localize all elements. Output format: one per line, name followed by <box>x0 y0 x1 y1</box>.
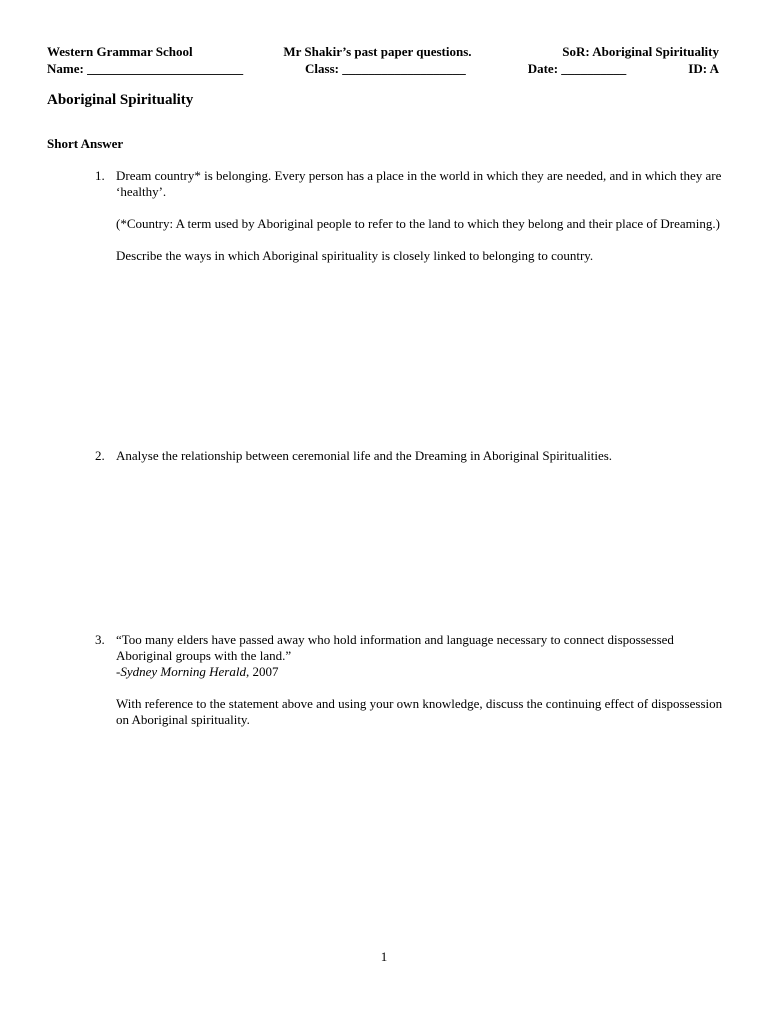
question-footnote: (*Country: A term used by Aboriginal people to refer to the land to which they belong and their place of Dreaming.) <box>116 216 720 231</box>
question-prompt: With reference to the statement above and using your own knowledge, discuss the continuing effect of dispossession on Aboriginal spirituality. <box>116 696 723 727</box>
page-title: Aboriginal Spirituality <box>47 92 194 108</box>
source-year: , 2007 <box>245 664 279 679</box>
quote-source: -Sydney Morning Herald, 2007 <box>116 664 279 679</box>
page-number: 1 <box>380 949 388 964</box>
question-body <box>116 448 725 464</box>
header-row-top <box>47 44 719 60</box>
question-number: 1. <box>95 168 105 183</box>
date-field: Date: __________ <box>527 61 627 76</box>
question-body <box>116 168 725 264</box>
teacher-label: Mr Shakir’s past paper questions. <box>283 44 472 59</box>
question-quote-block <box>116 632 725 680</box>
question-number: 3. <box>95 632 105 647</box>
question-quote: “Too many elders have passed away who hold information and language necessary to connect dispossessed Aboriginal groups with the land.” <box>116 632 674 663</box>
subject-label: SoR: Aboriginal Spirituality <box>562 44 719 59</box>
class-field: Class: ___________________ <box>305 61 466 76</box>
name-field: Name: ________________________ <box>47 61 244 76</box>
question-text: Dream country* is belonging. Every person has a place in the world in which they are needed, and in which they are ‘healthy’. <box>116 168 722 199</box>
question-prompt: Analyse the relationship between ceremonial life and the Dreaming in Aboriginal Spiritualities. <box>116 448 613 463</box>
question-number: 2. <box>95 448 105 463</box>
question-body <box>116 632 725 728</box>
id-field: ID: A <box>688 61 719 76</box>
header-row-fields <box>47 61 719 77</box>
question-2 <box>95 448 725 464</box>
school-name: Western Grammar School <box>47 44 193 59</box>
source-publication: Sydney Morning Herald <box>120 664 246 679</box>
question-prompt: Describe the ways in which Aboriginal spirituality is closely linked to belonging to country. <box>116 248 594 263</box>
question-3 <box>95 632 725 728</box>
question-1 <box>95 168 725 264</box>
section-heading: Short Answer <box>47 136 124 151</box>
